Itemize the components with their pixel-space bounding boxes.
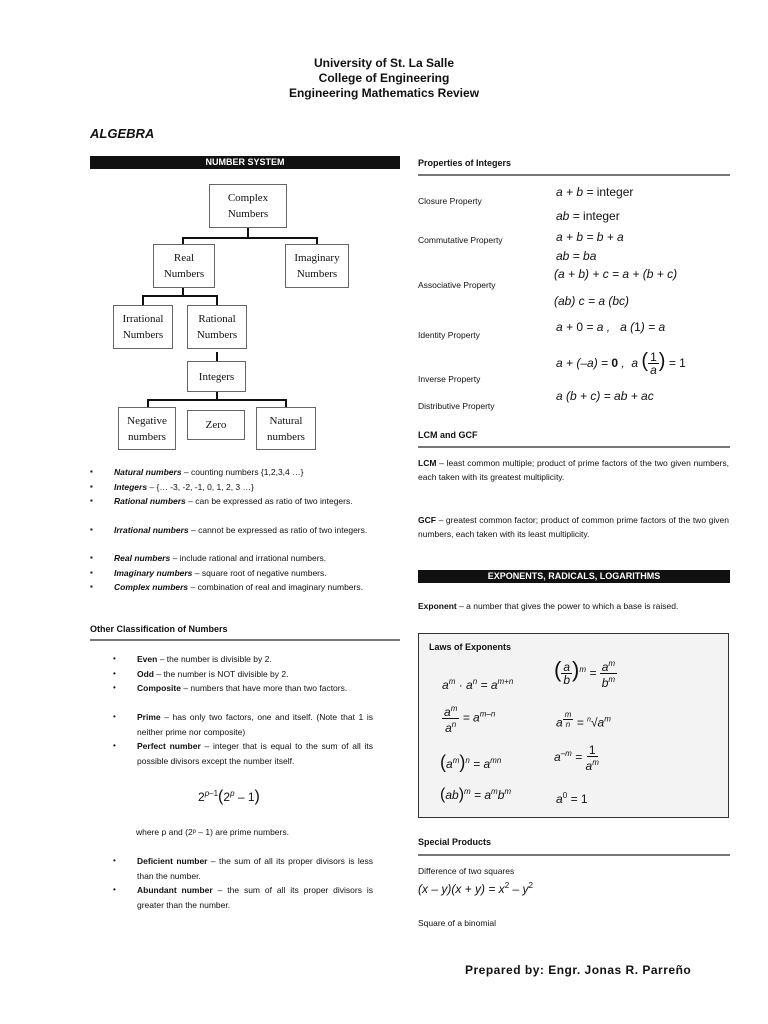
commutative-formula-sum: a + b = b + a [556, 230, 624, 244]
identity-property-label: Identity Property [418, 330, 480, 340]
list-item: ▪ Real numbers – include rational and irrational numbers. [90, 553, 327, 563]
imaginary-numbers-node: Imaginary Numbers [285, 244, 349, 288]
properties-title: Properties of Integers [418, 158, 512, 168]
list-item: ▪ Natural numbers – counting numbers {1,2,3,4 …} [90, 467, 304, 477]
laws-title: Laws of Exponents [429, 642, 512, 652]
list-item: • Abundant number – the sum of all its proper divisors is greater than the number. [113, 885, 373, 910]
divider [418, 446, 730, 448]
section-title: ALGEBRA [90, 126, 155, 141]
irrational-numbers-node: Irrational Numbers [113, 305, 173, 349]
list-item: • Deficient number – the sum of all its proper divisors is less than the number. [113, 856, 373, 881]
list-item: ▪ Complex numbers – combination of real and imaginary numbers. [90, 582, 363, 592]
divider [418, 174, 730, 176]
inverse-property-label: Inverse Property [418, 374, 481, 384]
number-system-bar: NUMBER SYSTEM [90, 156, 400, 169]
review-title: Engineering Mathematics Review [288, 86, 480, 100]
law-zero-exponent: $a^0 = 1$ [556, 791, 588, 806]
other-classification-title: Other Classification of Numbers [90, 624, 228, 634]
university-name: University of St. La Salle [313, 56, 455, 70]
divider [90, 639, 400, 641]
divider [418, 854, 730, 856]
exponents-bar: EXPONENTS, RADICALS, LOGARITHMS [418, 570, 730, 583]
negative-numbers-node: Negative numbers [118, 407, 176, 450]
closure-property-label: Closure Property [418, 196, 482, 206]
distributive-formula: a (b + c) = ab + ac [556, 389, 654, 403]
zero-node: Zero [187, 410, 245, 440]
college-name: College of Engineering [318, 71, 450, 85]
difference-of-squares-label: Difference of two squares [418, 866, 515, 876]
where-note: where p and (2ᵖ – 1) are prime numbers. [136, 827, 289, 837]
list-item: ▪ Irrational numbers – cannot be expressed as ratio of two integers. [90, 525, 368, 535]
gcf-definition: GCF – greatest common factor; product of common prime factors of the two given numbers, each taken with its least multiplicity. [418, 515, 729, 539]
special-products-title: Special Products [418, 837, 492, 847]
lcm-definition: LCM – least common multiple; product of prime factors of the two given numbers, each taken with its greatest multiplicity. [418, 458, 729, 482]
inverse-formula: a + (–a) = 0 , a ( $\frac{1}{a}$ ) = 1 [556, 350, 686, 378]
integers-node: Integers [187, 361, 246, 392]
identity-formula: a + 0 = a , a (1) = a [556, 320, 666, 334]
real-numbers-node: Real Numbers [153, 244, 215, 288]
exponent-definition: Exponent – a number that gives the power to which a base is raised. [418, 601, 679, 611]
list-item: ▪ Imaginary numbers – square root of negative numbers. [90, 568, 327, 578]
associative-formula-product: (ab) c = a (bc) [554, 294, 630, 308]
rational-numbers-node: Rational Numbers [187, 305, 247, 349]
associative-formula-sum: (a + b) + c = a + (b + c) [554, 267, 678, 281]
difference-of-squares-formula: $(x - y)(x + y) = x^2 - y^2$ [418, 881, 533, 896]
list-item: • Composite – numbers that have more than two factors. [113, 683, 348, 693]
commutative-formula-product: ab = ba [556, 249, 597, 263]
square-of-binomial-label: Square of a binomial [418, 918, 496, 928]
lcm-gcf-title: LCM and GCF [418, 430, 478, 440]
law-power-of-power: $(a^m)^n = a^{mn}$ [440, 752, 502, 772]
law-negative-exponent: $a^{-m}$ = $\frac{1}{a^m}$ [554, 743, 599, 773]
list-item: • Odd – the number is NOT divisible by 2. [113, 669, 289, 679]
list-item: • Prime – has only two factors, one and itself. (Note that 1 is neither prime nor composite) [113, 712, 373, 737]
list-item: ▪ Integers – {… -3, -2, -1, 0, 1, 2, 3 …} [90, 482, 254, 492]
list-item: ▪ Rational numbers – can be expressed as ratio of two integers. [90, 496, 353, 506]
list-item: • Perfect number – integer that is equal to the sum of all its possible divisors except the number itself. [113, 741, 373, 766]
distributive-property-label: Distributive Property [418, 401, 495, 411]
law-power-of-product: $(ab)^m = a^mb^m$ [440, 786, 512, 803]
list-item: • Even – the number is divisible by 2. [113, 654, 272, 664]
perfect-number-formula: 2$^{p-1}$(2$^p$ – 1) [198, 788, 260, 805]
commutative-property-label: Commutative Property [418, 235, 503, 245]
natural-numbers-node: Natural numbers [256, 407, 316, 450]
law-rational-exponent: a $^{\frac{m}{n}}$ = $^n√a^m$ [556, 710, 611, 730]
closure-formula-sum: a + b = integer [556, 185, 634, 199]
closure-formula-product: ab = integer [556, 209, 620, 223]
law-quotient: $\frac{a^m}{a^n}$ = $a^{m-n}$ [444, 704, 496, 735]
prepared-by: Prepared by: Engr. Jonas R. Parreño [465, 963, 692, 977]
complex-numbers-node: Complex Numbers [209, 184, 287, 228]
law-power-of-quotient: ( $\frac{a}{b}$ )$^m$ = $\frac{a^m}{b^m}$ [554, 657, 616, 691]
associative-property-label: Associative Property [418, 280, 496, 290]
law-product: $a^m \cdot a^n = a^{m+n}$ [442, 677, 514, 692]
